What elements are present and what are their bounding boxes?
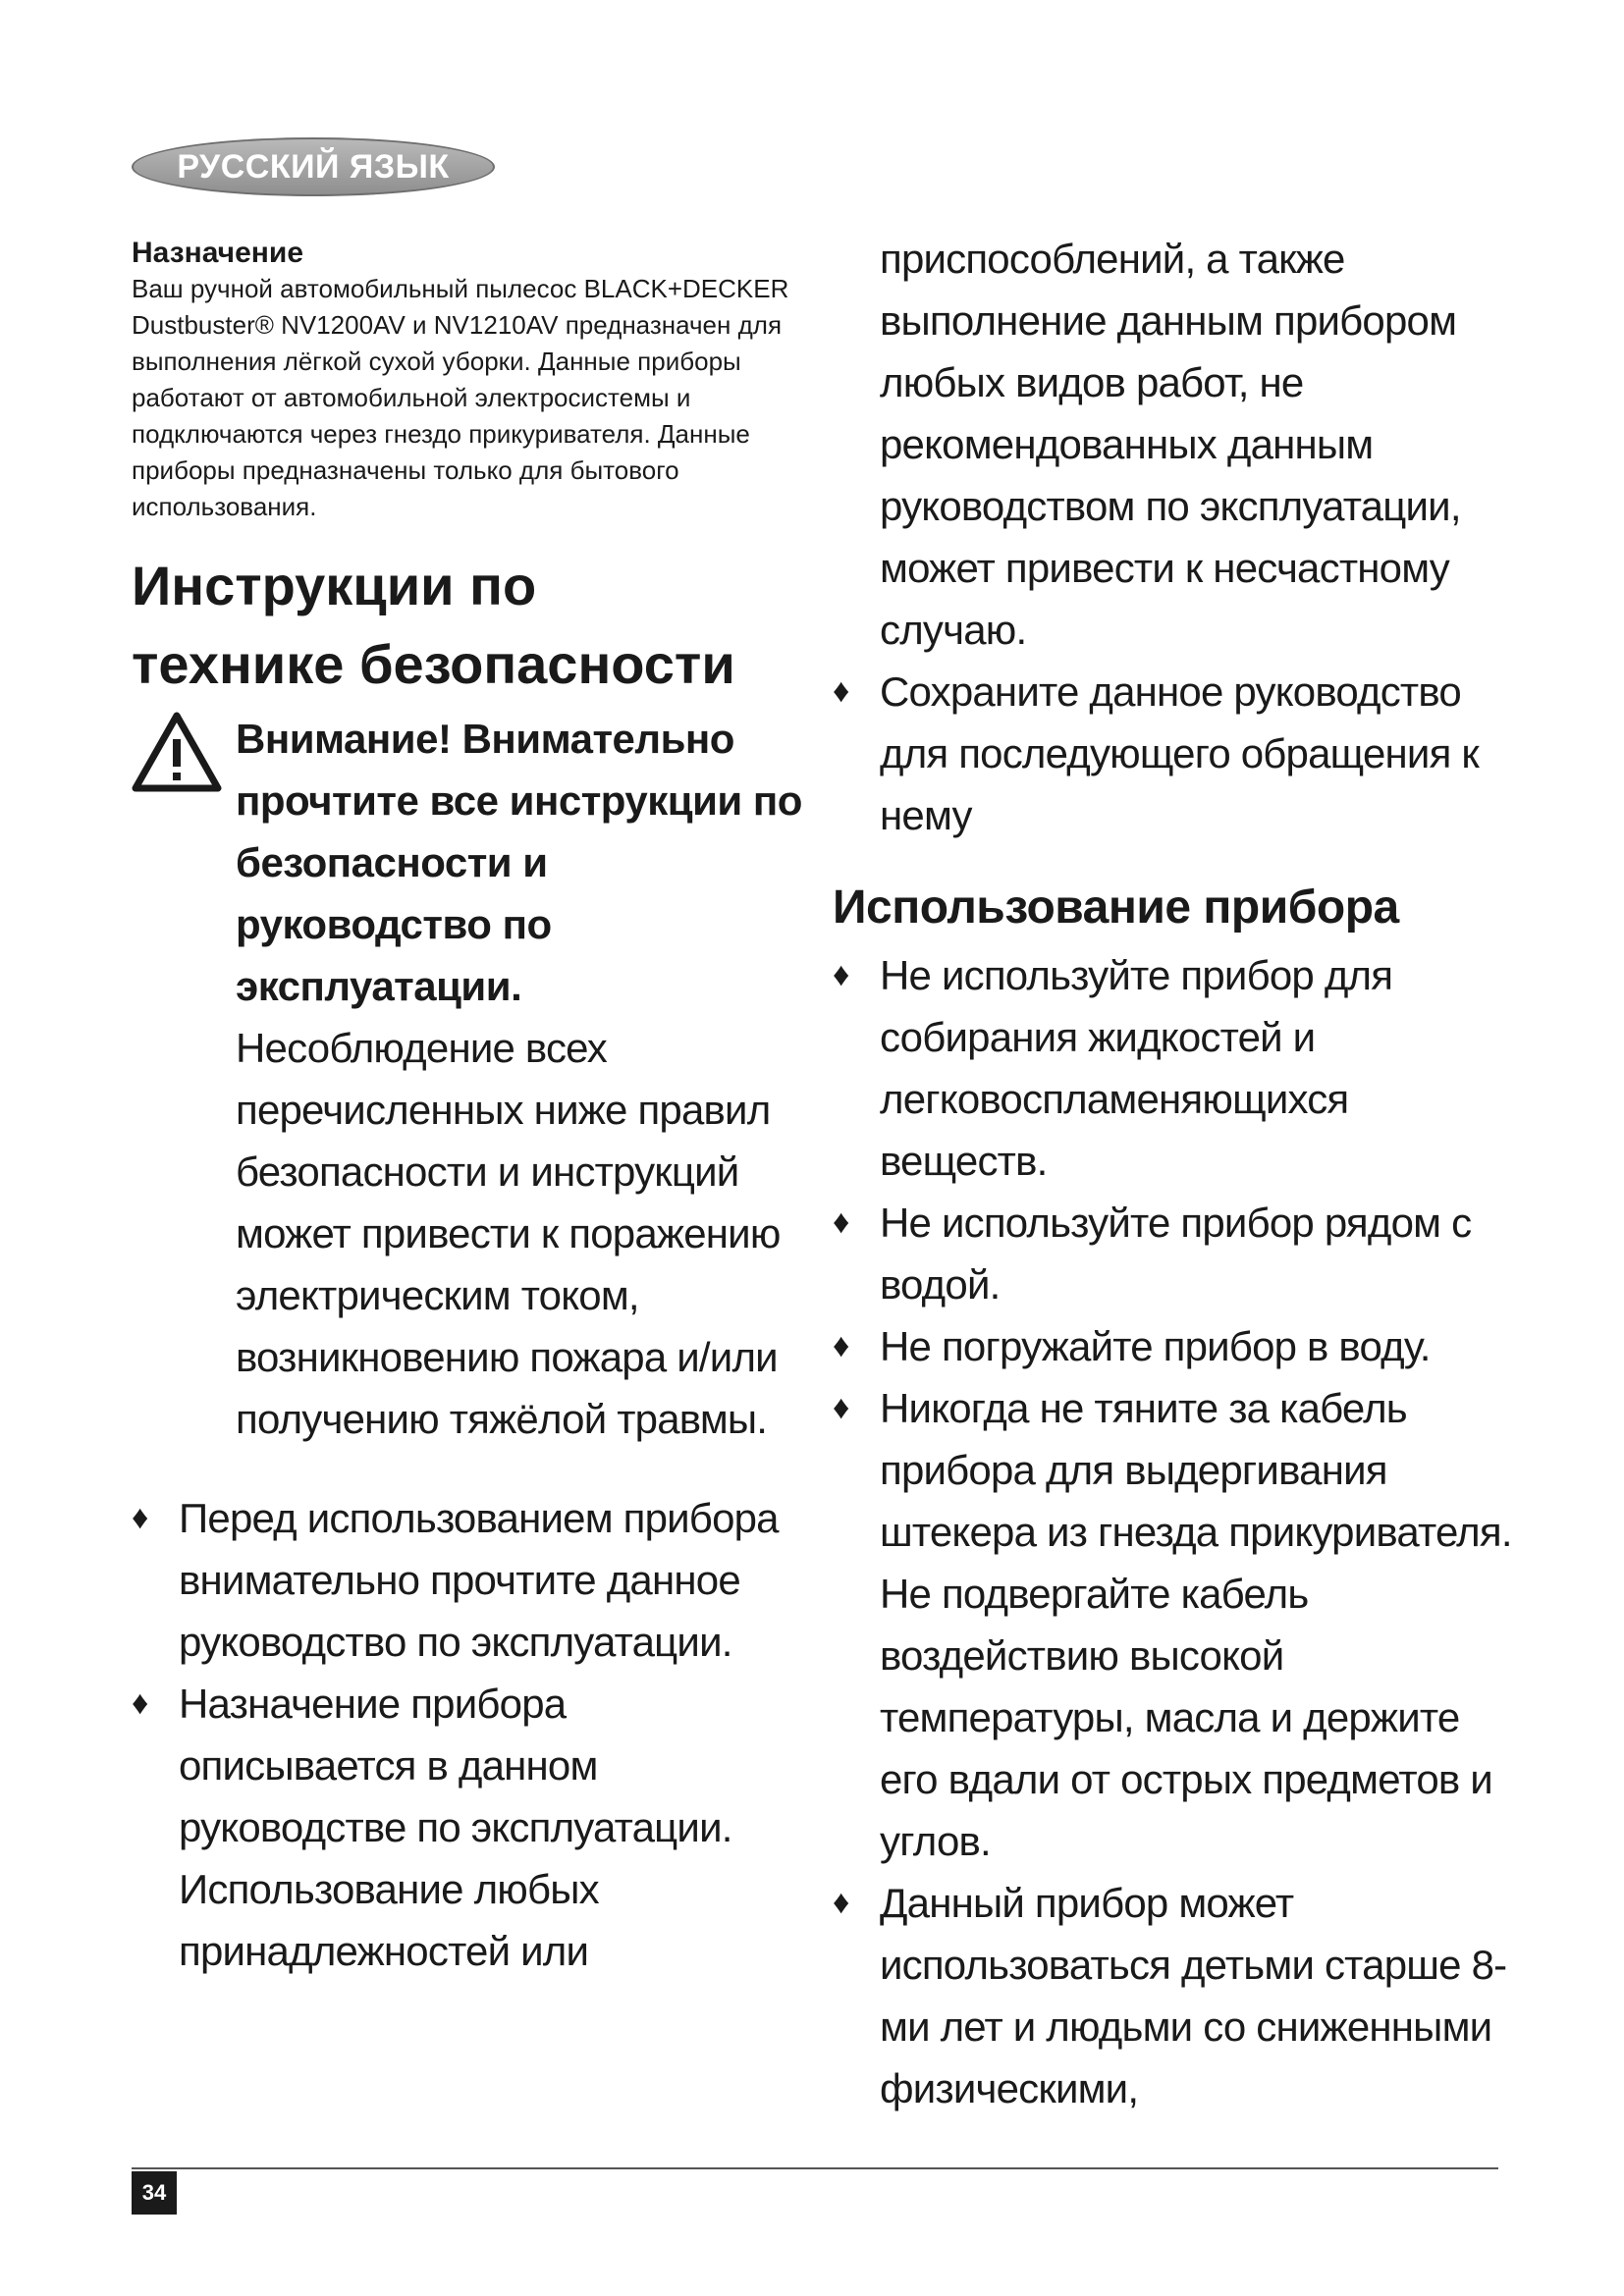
left-column (132, 228, 809, 1982)
warning-text: Несоблюдение всех перечисленных ниже правил безопасности и инструкций может привести к поражению электрическим током, возникновению пожара и/или получению тяжёлой травмы. (236, 1025, 781, 1442)
list-item (833, 944, 1520, 1192)
footer-divider (132, 2167, 1498, 2169)
list-item (833, 661, 1520, 846)
diamond-icon: ♦ (833, 1884, 849, 1921)
list-item-text: Сохраните данное руководство для последующего обращения к нему (880, 668, 1479, 838)
safety-warning (132, 708, 809, 1450)
diamond-icon: ♦ (833, 1389, 849, 1426)
diamond-icon: ♦ (132, 1499, 148, 1536)
list-item (833, 1315, 1520, 1377)
list-item-text: Перед использованием прибора внимательно прочтите данное руководство по эксплуатации. (179, 1495, 779, 1665)
list-item-text: Данный прибор может использоваться детьми старше 8-ми лет и людьми со сниженными физическими, (880, 1880, 1507, 2111)
right-column (833, 228, 1520, 2119)
list-item-text: Назначение прибора описывается в данном руководстве по эксплуатации. Использование любых принадлежностей или (179, 1681, 732, 1974)
language-badge (132, 137, 495, 196)
page-number: 34 (132, 2171, 177, 2215)
list-item (132, 1673, 809, 1982)
list-item-text: Не используйте прибор рядом с водой. (880, 1200, 1472, 1308)
warning-triangle-icon (132, 712, 222, 792)
list-item (833, 1192, 1520, 1315)
diamond-icon: ♦ (833, 956, 849, 993)
safety-title: Инструкции по технике безопасности (132, 555, 735, 695)
diamond-icon: ♦ (833, 1327, 849, 1364)
list-item (833, 1377, 1520, 1872)
diamond-icon: ♦ (132, 1684, 148, 1722)
usage-title: Использование прибора (833, 881, 1399, 934)
diamond-icon: ♦ (833, 672, 849, 710)
continued-text: приспособлений, а также выполнение данным прибором любых видов работ, не рекомендованных данным руководством по эксплуатации, может привести к несчастному случаю. (880, 236, 1461, 653)
list-item-text: Не используйте прибор для собирания жидкостей и легковоспламеняющихся веществ. (880, 952, 1393, 1184)
list-item-text: Никогда не тяните за кабель прибора для выдергивания штекера из гнезда прикуривателя. Не подвергайте кабель воздействию высокой температуры, масла и держите его вдали от острых предметов и углов. (880, 1385, 1512, 1864)
language-badge-label: РУССКИЙ ЯЗЫК (177, 147, 450, 186)
purpose-title: Назначение (132, 237, 304, 269)
purpose-text: Ваш ручной автомобильный пылесос BLACK+DECKER Dustbuster® NV1200AV и NV1210AV предназначен для выполнения лёгкой сухой уборки. Данные приборы работают от автомобильной электросистемы и подключаются через гнездо прикуривателя. Данные приборы предназначены только для бытового использования. (132, 274, 789, 521)
list-item-text: Не погружайте прибор в воду. (880, 1323, 1431, 1369)
warning-heading: Внимание! Внимательно прочтите все инструкции по безопасности и руководство по эксплуатации. (236, 716, 802, 1009)
list-item (833, 1872, 1520, 2119)
diamond-icon: ♦ (833, 1203, 849, 1241)
list-item (132, 1487, 809, 1673)
